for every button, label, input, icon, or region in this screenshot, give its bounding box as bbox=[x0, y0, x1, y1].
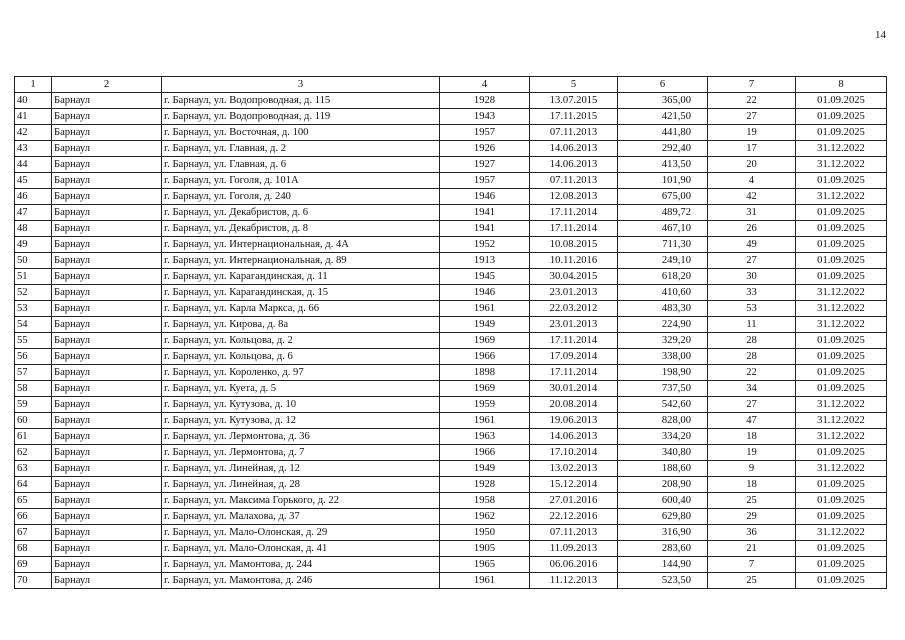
address-cell: г. Барнаул, ул. Мало-Олонская, д. 29 bbox=[162, 525, 440, 541]
address-cell: г. Барнаул, ул. Карагандинская, д. 15 bbox=[162, 285, 440, 301]
deadline-cell: 31.12.2022 bbox=[796, 157, 887, 173]
address-cell: г. Барнаул, ул. Лермонтова, д. 36 bbox=[162, 429, 440, 445]
date-cell: 17.11.2014 bbox=[530, 205, 618, 221]
address-cell: г. Барнаул, ул. Гоголя, д. 101А bbox=[162, 173, 440, 189]
year-built-cell: 1943 bbox=[440, 109, 530, 125]
city-cell: Барнаул bbox=[52, 93, 162, 109]
year-built-cell: 1941 bbox=[440, 221, 530, 237]
row-number-cell: 48 bbox=[15, 221, 52, 237]
date-cell: 14.06.2013 bbox=[530, 157, 618, 173]
city-cell: Барнаул bbox=[52, 125, 162, 141]
count-cell: 22 bbox=[708, 93, 796, 109]
area-cell: 711,30 bbox=[618, 237, 708, 253]
count-cell: 7 bbox=[708, 557, 796, 573]
city-cell: Барнаул bbox=[52, 109, 162, 125]
city-cell: Барнаул bbox=[52, 397, 162, 413]
table-row bbox=[15, 189, 887, 205]
area-cell: 338,00 bbox=[618, 349, 708, 365]
count-cell: 21 bbox=[708, 541, 796, 557]
city-cell: Барнаул bbox=[52, 349, 162, 365]
city-cell: Барнаул bbox=[52, 557, 162, 573]
table-row bbox=[15, 141, 887, 157]
city-cell: Барнаул bbox=[52, 157, 162, 173]
year-built-cell: 1898 bbox=[440, 365, 530, 381]
deadline-cell: 01.09.2025 bbox=[796, 109, 887, 125]
area-cell: 737,50 bbox=[618, 381, 708, 397]
count-cell: 26 bbox=[708, 221, 796, 237]
deadline-cell: 01.09.2025 bbox=[796, 253, 887, 269]
area-cell: 421,50 bbox=[618, 109, 708, 125]
table-row bbox=[15, 109, 887, 125]
area-cell: 828,00 bbox=[618, 413, 708, 429]
city-cell: Барнаул bbox=[52, 509, 162, 525]
city-cell: Барнаул bbox=[52, 237, 162, 253]
address-cell: г. Барнаул, ул. Карла Маркса, д. 66 bbox=[162, 301, 440, 317]
year-built-cell: 1946 bbox=[440, 189, 530, 205]
date-cell: 10.08.2015 bbox=[530, 237, 618, 253]
year-built-cell: 1950 bbox=[440, 525, 530, 541]
address-cell: г. Барнаул, ул. Куета, д. 5 bbox=[162, 381, 440, 397]
area-cell: 340,80 bbox=[618, 445, 708, 461]
count-cell: 31 bbox=[708, 205, 796, 221]
address-cell: г. Барнаул, ул. Лермонтова, д. 7 bbox=[162, 445, 440, 461]
row-number-cell: 64 bbox=[15, 477, 52, 493]
area-cell: 629,80 bbox=[618, 509, 708, 525]
date-cell: 14.06.2013 bbox=[530, 429, 618, 445]
city-cell: Барнаул bbox=[52, 493, 162, 509]
column-number-8: 8 bbox=[796, 77, 887, 93]
date-cell: 30.01.2014 bbox=[530, 381, 618, 397]
count-cell: 42 bbox=[708, 189, 796, 205]
city-cell: Барнаул bbox=[52, 541, 162, 557]
address-cell: г. Барнаул, ул. Короленко, д. 97 bbox=[162, 365, 440, 381]
row-number-cell: 42 bbox=[15, 125, 52, 141]
row-number-cell: 47 bbox=[15, 205, 52, 221]
area-cell: 441,80 bbox=[618, 125, 708, 141]
year-built-cell: 1961 bbox=[440, 301, 530, 317]
address-cell: г. Барнаул, ул. Интернациональная, д. 89 bbox=[162, 253, 440, 269]
date-cell: 17.10.2014 bbox=[530, 445, 618, 461]
date-cell: 07.11.2013 bbox=[530, 173, 618, 189]
row-number-cell: 62 bbox=[15, 445, 52, 461]
area-cell: 101,90 bbox=[618, 173, 708, 189]
table-row bbox=[15, 125, 887, 141]
area-cell: 249,10 bbox=[618, 253, 708, 269]
deadline-cell: 01.09.2025 bbox=[796, 557, 887, 573]
address-cell: г. Барнаул, ул. Максима Горького, д. 22 bbox=[162, 493, 440, 509]
column-number-row bbox=[15, 77, 887, 93]
deadline-cell: 01.09.2025 bbox=[796, 365, 887, 381]
count-cell: 53 bbox=[708, 301, 796, 317]
area-cell: 600,40 bbox=[618, 493, 708, 509]
year-built-cell: 1945 bbox=[440, 269, 530, 285]
area-cell: 329,20 bbox=[618, 333, 708, 349]
date-cell: 17.11.2014 bbox=[530, 221, 618, 237]
city-cell: Барнаул bbox=[52, 285, 162, 301]
table-row bbox=[15, 157, 887, 173]
deadline-cell: 01.09.2025 bbox=[796, 237, 887, 253]
column-number-5: 5 bbox=[530, 77, 618, 93]
table-row bbox=[15, 381, 887, 397]
address-cell: г. Барнаул, ул. Водопроводная, д. 119 bbox=[162, 109, 440, 125]
row-number-cell: 50 bbox=[15, 253, 52, 269]
address-cell: г. Барнаул, ул. Мало-Олонская, д. 41 bbox=[162, 541, 440, 557]
area-cell: 618,20 bbox=[618, 269, 708, 285]
registry-table bbox=[14, 76, 887, 589]
table-row bbox=[15, 413, 887, 429]
deadline-cell: 31.12.2022 bbox=[796, 525, 887, 541]
date-cell: 11.09.2013 bbox=[530, 541, 618, 557]
count-cell: 29 bbox=[708, 509, 796, 525]
deadline-cell: 01.09.2025 bbox=[796, 173, 887, 189]
deadline-cell: 31.12.2022 bbox=[796, 413, 887, 429]
deadline-cell: 31.12.2022 bbox=[796, 141, 887, 157]
address-cell: г. Барнаул, ул. Декабристов, д. 6 bbox=[162, 205, 440, 221]
deadline-cell: 31.12.2022 bbox=[796, 285, 887, 301]
count-cell: 27 bbox=[708, 253, 796, 269]
count-cell: 25 bbox=[708, 493, 796, 509]
row-number-cell: 54 bbox=[15, 317, 52, 333]
date-cell: 12.08.2013 bbox=[530, 189, 618, 205]
city-cell: Барнаул bbox=[52, 573, 162, 589]
year-built-cell: 1926 bbox=[440, 141, 530, 157]
count-cell: 4 bbox=[708, 173, 796, 189]
year-built-cell: 1952 bbox=[440, 237, 530, 253]
area-cell: 413,50 bbox=[618, 157, 708, 173]
table-row bbox=[15, 557, 887, 573]
count-cell: 18 bbox=[708, 429, 796, 445]
deadline-cell: 01.09.2025 bbox=[796, 445, 887, 461]
row-number-cell: 43 bbox=[15, 141, 52, 157]
table-row bbox=[15, 525, 887, 541]
date-cell: 06.06.2016 bbox=[530, 557, 618, 573]
deadline-cell: 31.12.2022 bbox=[796, 301, 887, 317]
area-cell: 467,10 bbox=[618, 221, 708, 237]
deadline-cell: 01.09.2025 bbox=[796, 205, 887, 221]
date-cell: 07.11.2013 bbox=[530, 125, 618, 141]
city-cell: Барнаул bbox=[52, 525, 162, 541]
row-number-cell: 46 bbox=[15, 189, 52, 205]
address-cell: г. Барнаул, ул. Мамонтова, д. 244 bbox=[162, 557, 440, 573]
date-cell: 13.02.2013 bbox=[530, 461, 618, 477]
row-number-cell: 67 bbox=[15, 525, 52, 541]
address-cell: г. Барнаул, ул. Интернациональная, д. 4А bbox=[162, 237, 440, 253]
count-cell: 19 bbox=[708, 125, 796, 141]
city-cell: Барнаул bbox=[52, 189, 162, 205]
row-number-cell: 63 bbox=[15, 461, 52, 477]
year-built-cell: 1965 bbox=[440, 557, 530, 573]
date-cell: 07.11.2013 bbox=[530, 525, 618, 541]
year-built-cell: 1966 bbox=[440, 445, 530, 461]
date-cell: 27.01.2016 bbox=[530, 493, 618, 509]
city-cell: Барнаул bbox=[52, 205, 162, 221]
year-built-cell: 1905 bbox=[440, 541, 530, 557]
count-cell: 22 bbox=[708, 365, 796, 381]
city-cell: Барнаул bbox=[52, 429, 162, 445]
count-cell: 28 bbox=[708, 349, 796, 365]
deadline-cell: 01.09.2025 bbox=[796, 349, 887, 365]
table-row bbox=[15, 237, 887, 253]
table-row bbox=[15, 365, 887, 381]
area-cell: 292,40 bbox=[618, 141, 708, 157]
row-number-cell: 52 bbox=[15, 285, 52, 301]
row-number-cell: 56 bbox=[15, 349, 52, 365]
row-number-cell: 69 bbox=[15, 557, 52, 573]
count-cell: 34 bbox=[708, 381, 796, 397]
area-cell: 208,90 bbox=[618, 477, 708, 493]
date-cell: 11.12.2013 bbox=[530, 573, 618, 589]
address-cell: г. Барнаул, ул. Линейная, д. 12 bbox=[162, 461, 440, 477]
row-number-cell: 53 bbox=[15, 301, 52, 317]
year-built-cell: 1962 bbox=[440, 509, 530, 525]
year-built-cell: 1969 bbox=[440, 333, 530, 349]
table-row bbox=[15, 93, 887, 109]
row-number-cell: 70 bbox=[15, 573, 52, 589]
area-cell: 224,90 bbox=[618, 317, 708, 333]
area-cell: 675,00 bbox=[618, 189, 708, 205]
city-cell: Барнаул bbox=[52, 317, 162, 333]
address-cell: г. Барнаул, ул. Кольцова, д. 2 bbox=[162, 333, 440, 349]
row-number-cell: 41 bbox=[15, 109, 52, 125]
deadline-cell: 01.09.2025 bbox=[796, 93, 887, 109]
date-cell: 17.11.2014 bbox=[530, 333, 618, 349]
date-cell: 22.03.2012 bbox=[530, 301, 618, 317]
table-row bbox=[15, 509, 887, 525]
table-row bbox=[15, 461, 887, 477]
year-built-cell: 1961 bbox=[440, 413, 530, 429]
address-cell: г. Барнаул, ул. Мамонтова, д. 246 bbox=[162, 573, 440, 589]
row-number-cell: 49 bbox=[15, 237, 52, 253]
date-cell: 22.12.2016 bbox=[530, 509, 618, 525]
table-row bbox=[15, 445, 887, 461]
city-cell: Барнаул bbox=[52, 445, 162, 461]
date-cell: 30.04.2015 bbox=[530, 269, 618, 285]
deadline-cell: 31.12.2022 bbox=[796, 189, 887, 205]
area-cell: 523,50 bbox=[618, 573, 708, 589]
year-built-cell: 1961 bbox=[440, 573, 530, 589]
year-built-cell: 1957 bbox=[440, 125, 530, 141]
date-cell: 13.07.2015 bbox=[530, 93, 618, 109]
year-built-cell: 1941 bbox=[440, 205, 530, 221]
city-cell: Барнаул bbox=[52, 381, 162, 397]
year-built-cell: 1957 bbox=[440, 173, 530, 189]
address-cell: г. Барнаул, ул. Малахова, д. 37 bbox=[162, 509, 440, 525]
column-number-2: 2 bbox=[52, 77, 162, 93]
column-number-6: 6 bbox=[618, 77, 708, 93]
column-number-3: 3 bbox=[162, 77, 440, 93]
area-cell: 198,90 bbox=[618, 365, 708, 381]
city-cell: Барнаул bbox=[52, 461, 162, 477]
address-cell: г. Барнаул, ул. Водопроводная, д. 115 bbox=[162, 93, 440, 109]
date-cell: 10.11.2016 bbox=[530, 253, 618, 269]
deadline-cell: 31.12.2022 bbox=[796, 397, 887, 413]
date-cell: 17.11.2014 bbox=[530, 365, 618, 381]
area-cell: 283,60 bbox=[618, 541, 708, 557]
city-cell: Барнаул bbox=[52, 365, 162, 381]
deadline-cell: 01.09.2025 bbox=[796, 381, 887, 397]
date-cell: 17.11.2015 bbox=[530, 109, 618, 125]
deadline-cell: 31.12.2022 bbox=[796, 429, 887, 445]
count-cell: 30 bbox=[708, 269, 796, 285]
year-built-cell: 1946 bbox=[440, 285, 530, 301]
address-cell: г. Барнаул, ул. Главная, д. 2 bbox=[162, 141, 440, 157]
table-row bbox=[15, 317, 887, 333]
row-number-cell: 66 bbox=[15, 509, 52, 525]
table-row bbox=[15, 397, 887, 413]
city-cell: Барнаул bbox=[52, 221, 162, 237]
year-built-cell: 1966 bbox=[440, 349, 530, 365]
date-cell: 15.12.2014 bbox=[530, 477, 618, 493]
date-cell: 17.09.2014 bbox=[530, 349, 618, 365]
deadline-cell: 01.09.2025 bbox=[796, 333, 887, 349]
row-number-cell: 44 bbox=[15, 157, 52, 173]
area-cell: 144,90 bbox=[618, 557, 708, 573]
row-number-cell: 58 bbox=[15, 381, 52, 397]
row-number-cell: 68 bbox=[15, 541, 52, 557]
address-cell: г. Барнаул, ул. Восточная, д. 100 bbox=[162, 125, 440, 141]
table-row bbox=[15, 285, 887, 301]
year-built-cell: 1913 bbox=[440, 253, 530, 269]
area-cell: 188,60 bbox=[618, 461, 708, 477]
address-cell: г. Барнаул, ул. Кутузова, д. 10 bbox=[162, 397, 440, 413]
count-cell: 47 bbox=[708, 413, 796, 429]
table-row bbox=[15, 253, 887, 269]
count-cell: 28 bbox=[708, 333, 796, 349]
table-row bbox=[15, 269, 887, 285]
row-number-cell: 51 bbox=[15, 269, 52, 285]
city-cell: Барнаул bbox=[52, 301, 162, 317]
deadline-cell: 31.12.2022 bbox=[796, 461, 887, 477]
area-cell: 365,00 bbox=[618, 93, 708, 109]
deadline-cell: 01.09.2025 bbox=[796, 541, 887, 557]
year-built-cell: 1963 bbox=[440, 429, 530, 445]
date-cell: 23.01.2013 bbox=[530, 317, 618, 333]
row-number-cell: 45 bbox=[15, 173, 52, 189]
date-cell: 23.01.2013 bbox=[530, 285, 618, 301]
area-cell: 542,60 bbox=[618, 397, 708, 413]
city-cell: Барнаул bbox=[52, 253, 162, 269]
year-built-cell: 1959 bbox=[440, 397, 530, 413]
deadline-cell: 01.09.2025 bbox=[796, 493, 887, 509]
row-number-cell: 60 bbox=[15, 413, 52, 429]
table-row bbox=[15, 477, 887, 493]
deadline-cell: 31.12.2022 bbox=[796, 317, 887, 333]
year-built-cell: 1969 bbox=[440, 381, 530, 397]
table-row bbox=[15, 493, 887, 509]
column-number-1: 1 bbox=[15, 77, 52, 93]
table-row bbox=[15, 221, 887, 237]
city-cell: Барнаул bbox=[52, 333, 162, 349]
row-number-cell: 55 bbox=[15, 333, 52, 349]
count-cell: 49 bbox=[708, 237, 796, 253]
city-cell: Барнаул bbox=[52, 413, 162, 429]
page-number: 14 bbox=[875, 29, 886, 41]
year-built-cell: 1949 bbox=[440, 317, 530, 333]
city-cell: Барнаул bbox=[52, 173, 162, 189]
city-cell: Барнаул bbox=[52, 141, 162, 157]
date-cell: 14.06.2013 bbox=[530, 141, 618, 157]
area-cell: 483,30 bbox=[618, 301, 708, 317]
table-row bbox=[15, 205, 887, 221]
table-row bbox=[15, 541, 887, 557]
deadline-cell: 01.09.2025 bbox=[796, 573, 887, 589]
table-row bbox=[15, 429, 887, 445]
count-cell: 19 bbox=[708, 445, 796, 461]
table-row bbox=[15, 173, 887, 189]
area-cell: 334,20 bbox=[618, 429, 708, 445]
area-cell: 489,72 bbox=[618, 205, 708, 221]
area-cell: 410,60 bbox=[618, 285, 708, 301]
column-number-4: 4 bbox=[440, 77, 530, 93]
area-cell: 316,90 bbox=[618, 525, 708, 541]
address-cell: г. Барнаул, ул. Главная, д. 6 bbox=[162, 157, 440, 173]
address-cell: г. Барнаул, ул. Кутузова, д. 12 bbox=[162, 413, 440, 429]
row-number-cell: 57 bbox=[15, 365, 52, 381]
deadline-cell: 01.09.2025 bbox=[796, 477, 887, 493]
deadline-cell: 01.09.2025 bbox=[796, 509, 887, 525]
city-cell: Барнаул bbox=[52, 269, 162, 285]
address-cell: г. Барнаул, ул. Линейная, д. 28 bbox=[162, 477, 440, 493]
count-cell: 36 bbox=[708, 525, 796, 541]
table-row bbox=[15, 349, 887, 365]
count-cell: 27 bbox=[708, 109, 796, 125]
row-number-cell: 59 bbox=[15, 397, 52, 413]
address-cell: г. Барнаул, ул. Декабристов, д. 8 bbox=[162, 221, 440, 237]
count-cell: 25 bbox=[708, 573, 796, 589]
table-row bbox=[15, 573, 887, 589]
address-cell: г. Барнаул, ул. Кирова, д. 8а bbox=[162, 317, 440, 333]
year-built-cell: 1928 bbox=[440, 477, 530, 493]
address-cell: г. Барнаул, ул. Карагандинская, д. 11 bbox=[162, 269, 440, 285]
row-number-cell: 61 bbox=[15, 429, 52, 445]
column-number-7: 7 bbox=[708, 77, 796, 93]
table-row bbox=[15, 333, 887, 349]
city-cell: Барнаул bbox=[52, 477, 162, 493]
row-number-cell: 40 bbox=[15, 93, 52, 109]
address-cell: г. Барнаул, ул. Гоголя, д. 240 bbox=[162, 189, 440, 205]
year-built-cell: 1958 bbox=[440, 493, 530, 509]
deadline-cell: 01.09.2025 bbox=[796, 269, 887, 285]
count-cell: 18 bbox=[708, 477, 796, 493]
registry-table-body bbox=[15, 77, 887, 589]
count-cell: 33 bbox=[708, 285, 796, 301]
count-cell: 20 bbox=[708, 157, 796, 173]
table-row bbox=[15, 301, 887, 317]
date-cell: 20.08.2014 bbox=[530, 397, 618, 413]
year-built-cell: 1928 bbox=[440, 93, 530, 109]
count-cell: 11 bbox=[708, 317, 796, 333]
deadline-cell: 01.09.2025 bbox=[796, 125, 887, 141]
deadline-cell: 01.09.2025 bbox=[796, 221, 887, 237]
count-cell: 17 bbox=[708, 141, 796, 157]
date-cell: 19.06.2013 bbox=[530, 413, 618, 429]
row-number-cell: 65 bbox=[15, 493, 52, 509]
year-built-cell: 1927 bbox=[440, 157, 530, 173]
year-built-cell: 1949 bbox=[440, 461, 530, 477]
address-cell: г. Барнаул, ул. Кольцова, д. 6 bbox=[162, 349, 440, 365]
count-cell: 9 bbox=[708, 461, 796, 477]
count-cell: 27 bbox=[708, 397, 796, 413]
